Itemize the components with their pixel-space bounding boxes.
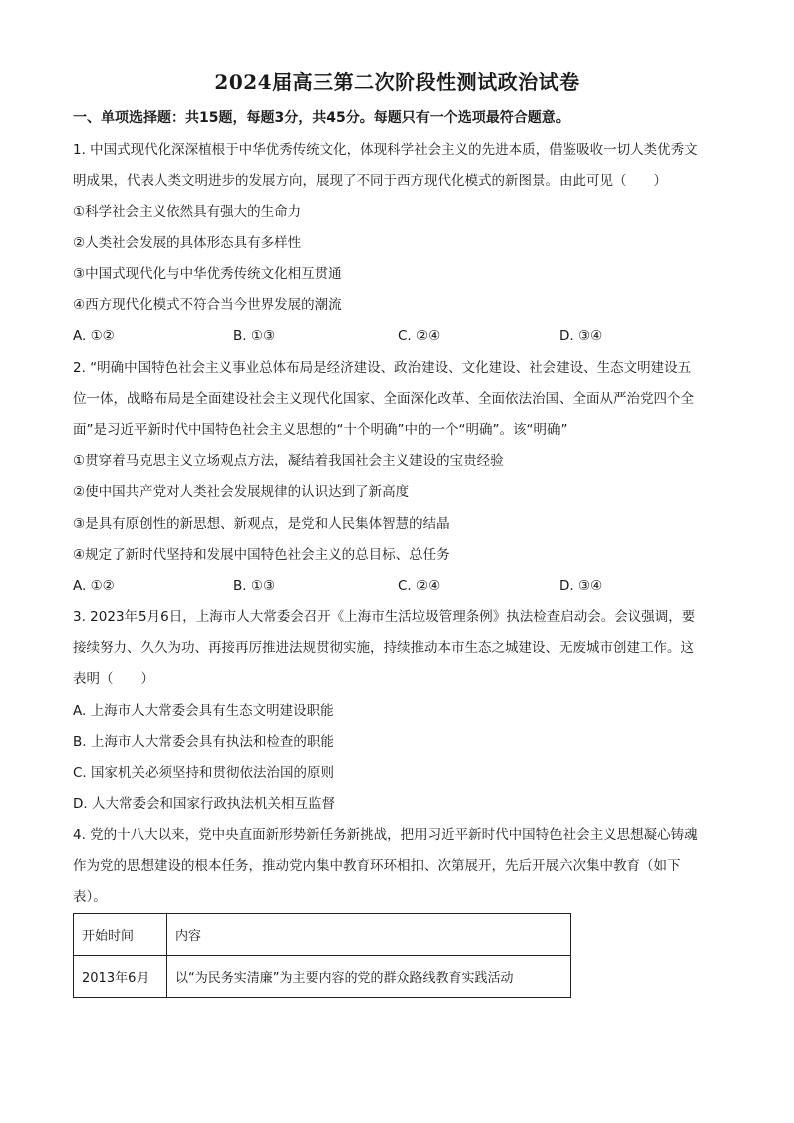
question-2-item: ①贯穿着马克思主义立场观点方法，凝结着我国社会主义建设的宝贵经验 bbox=[73, 453, 504, 469]
question-3-option: B. 上海市人大常委会具有执法和检查的职能 bbox=[73, 734, 334, 750]
option-b: B. ①③ bbox=[233, 578, 276, 594]
question-3-stem-line: 表明（ ） bbox=[73, 671, 154, 687]
question-3-option: A. 上海市人大常委会具有生态文明建设职能 bbox=[73, 703, 334, 719]
section-heading: 一、单项选择题：共15题，每题3分，共45分。每题只有一个选项最符合题意。 bbox=[73, 110, 570, 126]
option-d: D. ③④ bbox=[559, 328, 603, 344]
question-2-stem-line: 2. “明确中国特色社会主义事业总体布局是经济建设、政治建设、文化建设、社会建设、生态文明建设五 bbox=[73, 360, 692, 376]
question-2-item: ③是具有原创性的新思想、新观点，是党和人民集体智慧的结晶 bbox=[73, 516, 450, 532]
table-header-row bbox=[74, 914, 571, 956]
question-1-item: ②人类社会发展的具体形态具有多样性 bbox=[73, 235, 302, 251]
question-2-item: ④规定了新时代坚持和发展中国特色社会主义的总目标、总任务 bbox=[73, 547, 450, 563]
table-header-cell: 内容 bbox=[167, 914, 571, 956]
question-1-stem-line: 1. 中国式现代化深深植根于中华优秀传统文化，体现科学社会主义的先进本质，借鉴吸收一切人类优秀文 bbox=[73, 142, 698, 158]
page-title: 2024届高三第二次阶段性测试政治试卷 bbox=[214, 70, 580, 94]
question-1-item: ④西方现代化模式不符合当今世界发展的潮流 bbox=[73, 297, 342, 313]
question-3-stem-line: 3. 2023年5月6日，上海市人大常委会召开《上海市生活垃圾管理条例》执法检查启动会。会议强调，要 bbox=[73, 609, 696, 625]
option-c: C. ②④ bbox=[398, 578, 441, 594]
option-b: B. ①③ bbox=[233, 328, 276, 344]
question-1-options bbox=[73, 327, 723, 345]
option-a: A. ①② bbox=[73, 328, 115, 344]
question-2-item: ②使中国共产党对人类社会发展规律的认识达到了新高度 bbox=[73, 484, 410, 500]
question-1-item: ③中国式现代化与中华优秀传统文化相互贯通 bbox=[73, 266, 342, 282]
question-3-option: C. 国家机关必须坚持和贯彻依法治国的原则 bbox=[73, 765, 335, 781]
question-4-stem-line: 表）。 bbox=[73, 889, 107, 905]
table-cell: 以“为民务实清廉”为主要内容的党的群众路线教育实践活动 bbox=[167, 956, 571, 998]
question-4-stem-line: 作为党的思想建设的根本任务，推动党内集中教育环环相扣、次第展开，先后开展六次集中教育（如下 bbox=[73, 858, 681, 874]
table-row bbox=[74, 956, 571, 998]
question-3-stem-line: 接续努力、久久为功、再接再厉推进法规贯彻实施，持续推动本市生态之城建设、无废城市创建工作。这 bbox=[73, 640, 694, 656]
table-header-cell: 开始时间 bbox=[74, 914, 167, 956]
question-1-stem-line: 明成果，代表人类文明进步的发展方向，展现了不同于西方现代化模式的新图景。由此可见（ ） bbox=[73, 173, 667, 189]
question-2-options bbox=[73, 577, 723, 595]
question-2-stem-line: 面”是习近平新时代中国特色社会主义思想的“十个明确”中的一个“明确”。该“明确” bbox=[73, 422, 568, 438]
question-1-item: ①科学社会主义依然具有强大的生命力 bbox=[73, 204, 302, 220]
question-4-stem-line: 4. 党的十八大以来，党中央直面新形势新任务新挑战，把用习近平新时代中国特色社会主义思想凝心铸魂 bbox=[73, 827, 698, 843]
option-a: A. ①② bbox=[73, 578, 115, 594]
table-cell: 2013年6月 bbox=[74, 956, 167, 998]
education-table bbox=[73, 913, 571, 998]
option-c: C. ②④ bbox=[398, 328, 441, 344]
option-d: D. ③④ bbox=[559, 578, 603, 594]
question-3-option: D. 人大常委会和国家行政执法机关相互监督 bbox=[73, 796, 335, 812]
question-2-stem-line: 位一体，战略布局是全面建设社会主义现代化国家、全面深化改革、全面依法治国、全面从严治党四个全 bbox=[73, 391, 694, 407]
